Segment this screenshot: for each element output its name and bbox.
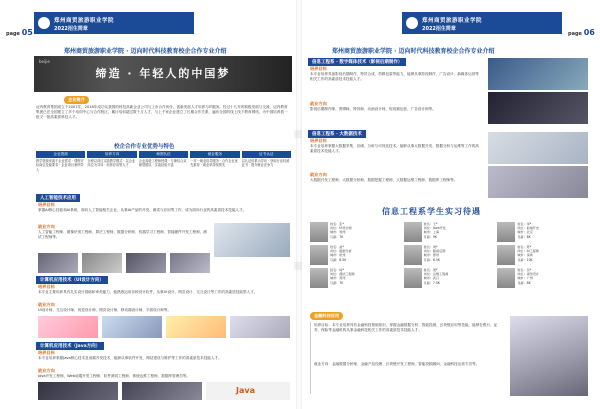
ui-photo-1: [38, 316, 98, 338]
ui-photo-4: [230, 316, 290, 338]
advantage-col: 证书认证 以认证体系为导向 · 获取行业权威证书 · 提升就业竞争力: [241, 152, 290, 168]
major-fintech-goal: 培养目标：本专业培养具有金融科技基础知识，掌握金融数据分析、智能投顾、区块链应用等技能，能够在银行、证券、保险等金融机构从事金融科技相关工作的高素质技术技能人才。: [314, 323, 498, 333]
student-card: 姓名：李* 岗位：前端开发 城市：北京 月薪：8K: [497, 222, 588, 242]
student-card: 姓名：张* 岗位：UI设计师 城市：郑州 月薪：7K: [310, 222, 401, 242]
ui-photo-3: [166, 316, 226, 338]
internship-salary-title: 信息工程系学生实习待遇: [382, 207, 481, 216]
major-bigdata-goal-head: 培养目标: [310, 138, 327, 143]
major-ai-career: 人工智能工程师、图像识别工程师、算法工程师、数据分析师、机器学习工程师、智能硬件开发工程师、测试工程师等。: [38, 230, 207, 240]
advantage-col: 就业服务 一对一就业指导服务 · 合作企业优先推荐 · 就业率持续领先: [190, 152, 238, 168]
major-bigdata-career: 大数据开发工程师、大数据分析师、数据挖掘工程师、大数据运维工程师、数据库工程师等。: [310, 178, 458, 182]
student-avatar: [404, 245, 422, 265]
student-avatar: [497, 245, 515, 265]
student-card: 姓名：刘* 岗位：影视后期 城市：郑州 月薪：6.5K: [404, 245, 495, 265]
page-title: 郑州商贸旅游职业学院 · 迈向时代科技教育校企合作专业介绍: [332, 48, 495, 55]
major-media-career-head: 就业方向: [310, 101, 327, 106]
student-avatar: [404, 222, 422, 242]
divider: [310, 322, 311, 394]
banner-slogan: 缔造 · 年轻人的中国梦: [95, 67, 231, 80]
fintech-photo: [510, 316, 588, 396]
bigdata-photo-2: [488, 166, 588, 198]
left-page-number: page 05: [6, 28, 33, 37]
major-media-head: 信息工程系 · 数字媒体技术（影视后期制作）: [308, 58, 406, 66]
major-java-head: 计算机应用技术（Java方向）: [36, 342, 104, 350]
major-ui-career: UI设计师、交互设计师、视觉设计师、网页设计师、移动端设计师、平面设计师等。: [38, 308, 172, 312]
left-page: [4, 6, 294, 403]
school-seal-icon: [406, 17, 418, 29]
java-photo-2: [122, 382, 202, 400]
major-fintech-head: 金融科技应用: [310, 312, 343, 320]
bigdata-photo-1: [488, 132, 588, 164]
ai-photo-4: [170, 253, 210, 273]
major-java-goal-head: 培养目标: [38, 350, 55, 355]
student-card: 姓名：王* 岗位：Java开发 城市：上海 月薪：9K: [404, 222, 495, 242]
school-name: 郑州商贸旅游职业学院: [54, 18, 115, 24]
student-card: 姓名：杨* 岗位：测试工程师 城市：郑州 月薪：7K: [310, 268, 401, 288]
ui-photo-2: [102, 316, 162, 338]
media-photo-2: [488, 92, 588, 124]
java-photo-1: [38, 382, 118, 400]
major-ui-goal: 本专业主要培养具有扎实设计基础和审美能力，能熟练运用各种设计软件，从事UI设计、网页设计、交互设计等工作的高素质技能型人才。: [38, 290, 258, 294]
slogan-banner: [34, 56, 292, 92]
major-media-goal-head: 培养目标: [310, 66, 327, 71]
left-header-bar: [34, 12, 194, 34]
advantage-grid: [36, 151, 291, 191]
brochure-subtitle: 2022招生简章: [422, 26, 456, 32]
robot-hand-photo: [214, 223, 290, 257]
ai-photo-2: [82, 253, 122, 273]
advantage-col: 师资队伍 企业高级工程师授课 · 专兼结合双师型团队 · 实战经验丰富: [138, 152, 187, 168]
major-media-career: 影视后期制作师、剪辑师、特效师、动画设计师、短视频运营、广告设计师等。: [310, 107, 436, 111]
ai-photo-1: [38, 253, 78, 273]
page-title: 郑州商贸旅游职业学院 · 迈向时代科技教育校企合作专业介绍: [64, 48, 227, 55]
major-java-career: Java开发工程师、Web前端开发工程师、软件测试工程师、系统运维工程师、数据库管理员等。: [38, 374, 190, 378]
student-card: 姓名：赵* 岗位：数据分析 城市：杭州 月薪：8.5K: [310, 245, 401, 265]
banner-brand: beijie: [39, 59, 50, 64]
major-ai-goal-head: 培养目标: [38, 202, 55, 207]
company-text: 迈内教育集团成立于2007年，2018年成功从我国的科技高新企业公司与上市合作伙伴，创新发展人才培养与IT服务。经过十几年的积极发展与交流，迈内教育集团已在全国建立了多个培训中心与合作校区，累计培训超过数十万人才，与上千家企业建立了长期合作关系，遍布全国的线上线下教育网络，为中国培养着一批又一批高素质科技人才。: [36, 105, 288, 120]
major-fintech-career: 就业方向：金融数据分析师、金融产品经理、区块链开发工程师、智能投顾顾问、金融科技运营专员等。: [314, 362, 480, 366]
major-ai-career-head: 就业方向: [38, 224, 55, 229]
student-avatar: [310, 245, 328, 265]
student-avatar: [404, 268, 422, 288]
java-logo-text: Java: [236, 386, 255, 395]
major-ui-head: 计算机应用技术（UI设计方向）: [36, 276, 108, 284]
major-ai-head: 人工智能技术应用: [36, 194, 80, 202]
ai-photo-3: [126, 253, 166, 273]
major-media-goal: 本专业培养具备影视后期制作、特效合成、剪辑包装等能力，能够从事影视制作、广告设计、新媒体运营等相关工作的高素质技术技能人才。: [310, 72, 479, 82]
advantage-col: 培养方向 全程以项目实践教学模式 · 以企业岗位为导向 · 培养应用型人才: [87, 152, 136, 168]
major-bigdata-career-head: 就业方向: [310, 172, 327, 177]
right-page-number: page 06: [568, 28, 595, 37]
student-avatar: [497, 222, 515, 242]
student-card: 姓名：吴* 岗位：视觉设计 城市：广州 月薪：8K: [497, 268, 588, 288]
school-seal-icon: [38, 17, 50, 29]
student-avatar: [310, 222, 328, 242]
right-header-bar: [402, 12, 562, 34]
school-name: 郑州商贸旅游职业学院: [422, 18, 483, 24]
right-page: [302, 6, 596, 403]
student-salary-grid: [310, 222, 588, 288]
major-bigdata-head: 信息工程系 · 大数据技术: [308, 130, 366, 138]
advantage-col: 企业资源 教学资源来源于企业需求 · 课程对标岗位技能要求 · 企业项目案例导入: [36, 152, 84, 172]
major-ui-goal-head: 培养目标: [38, 284, 55, 289]
student-card: 姓名：陈* 岗位：AI工程师 城市：深圳 月薪：10K: [497, 245, 588, 265]
major-ui-career-head: 就业方向: [38, 302, 55, 307]
java-logo-photo: [206, 382, 290, 400]
major-ai-goal: 掌握AI核心技能和AI系统，面向人工智能相关企业，从事AI产品的开发、测试与应用等工作，成为面向行业的高素质技术技能人才。: [38, 208, 247, 212]
major-bigdata-goal: 本专业培养掌握大数据采集、存储、分析与可视化技术，能够从事大数据开发、数据分析与运维等工作的高素质技术技能人才。: [310, 144, 479, 154]
major-java-goal: 本专业培养掌握Java核心技术及前端开发技术，能够从事软件开发、网站建设与维护等工作的高素质技术技能人才。: [38, 356, 222, 360]
company-section-head: 企业简介: [64, 96, 89, 104]
student-avatar: [497, 268, 515, 288]
advantage-title: 校企合作专业优势与特色: [114, 144, 175, 150]
media-photo-1: [488, 58, 588, 90]
student-avatar: [310, 268, 328, 288]
brochure-subtitle: 2022招生简章: [54, 26, 88, 32]
major-java-career-head: 就业方向: [38, 368, 55, 373]
student-card: 姓名：周* 岗位：运维工程师 城市：武汉 月薪：7.5K: [404, 268, 495, 288]
